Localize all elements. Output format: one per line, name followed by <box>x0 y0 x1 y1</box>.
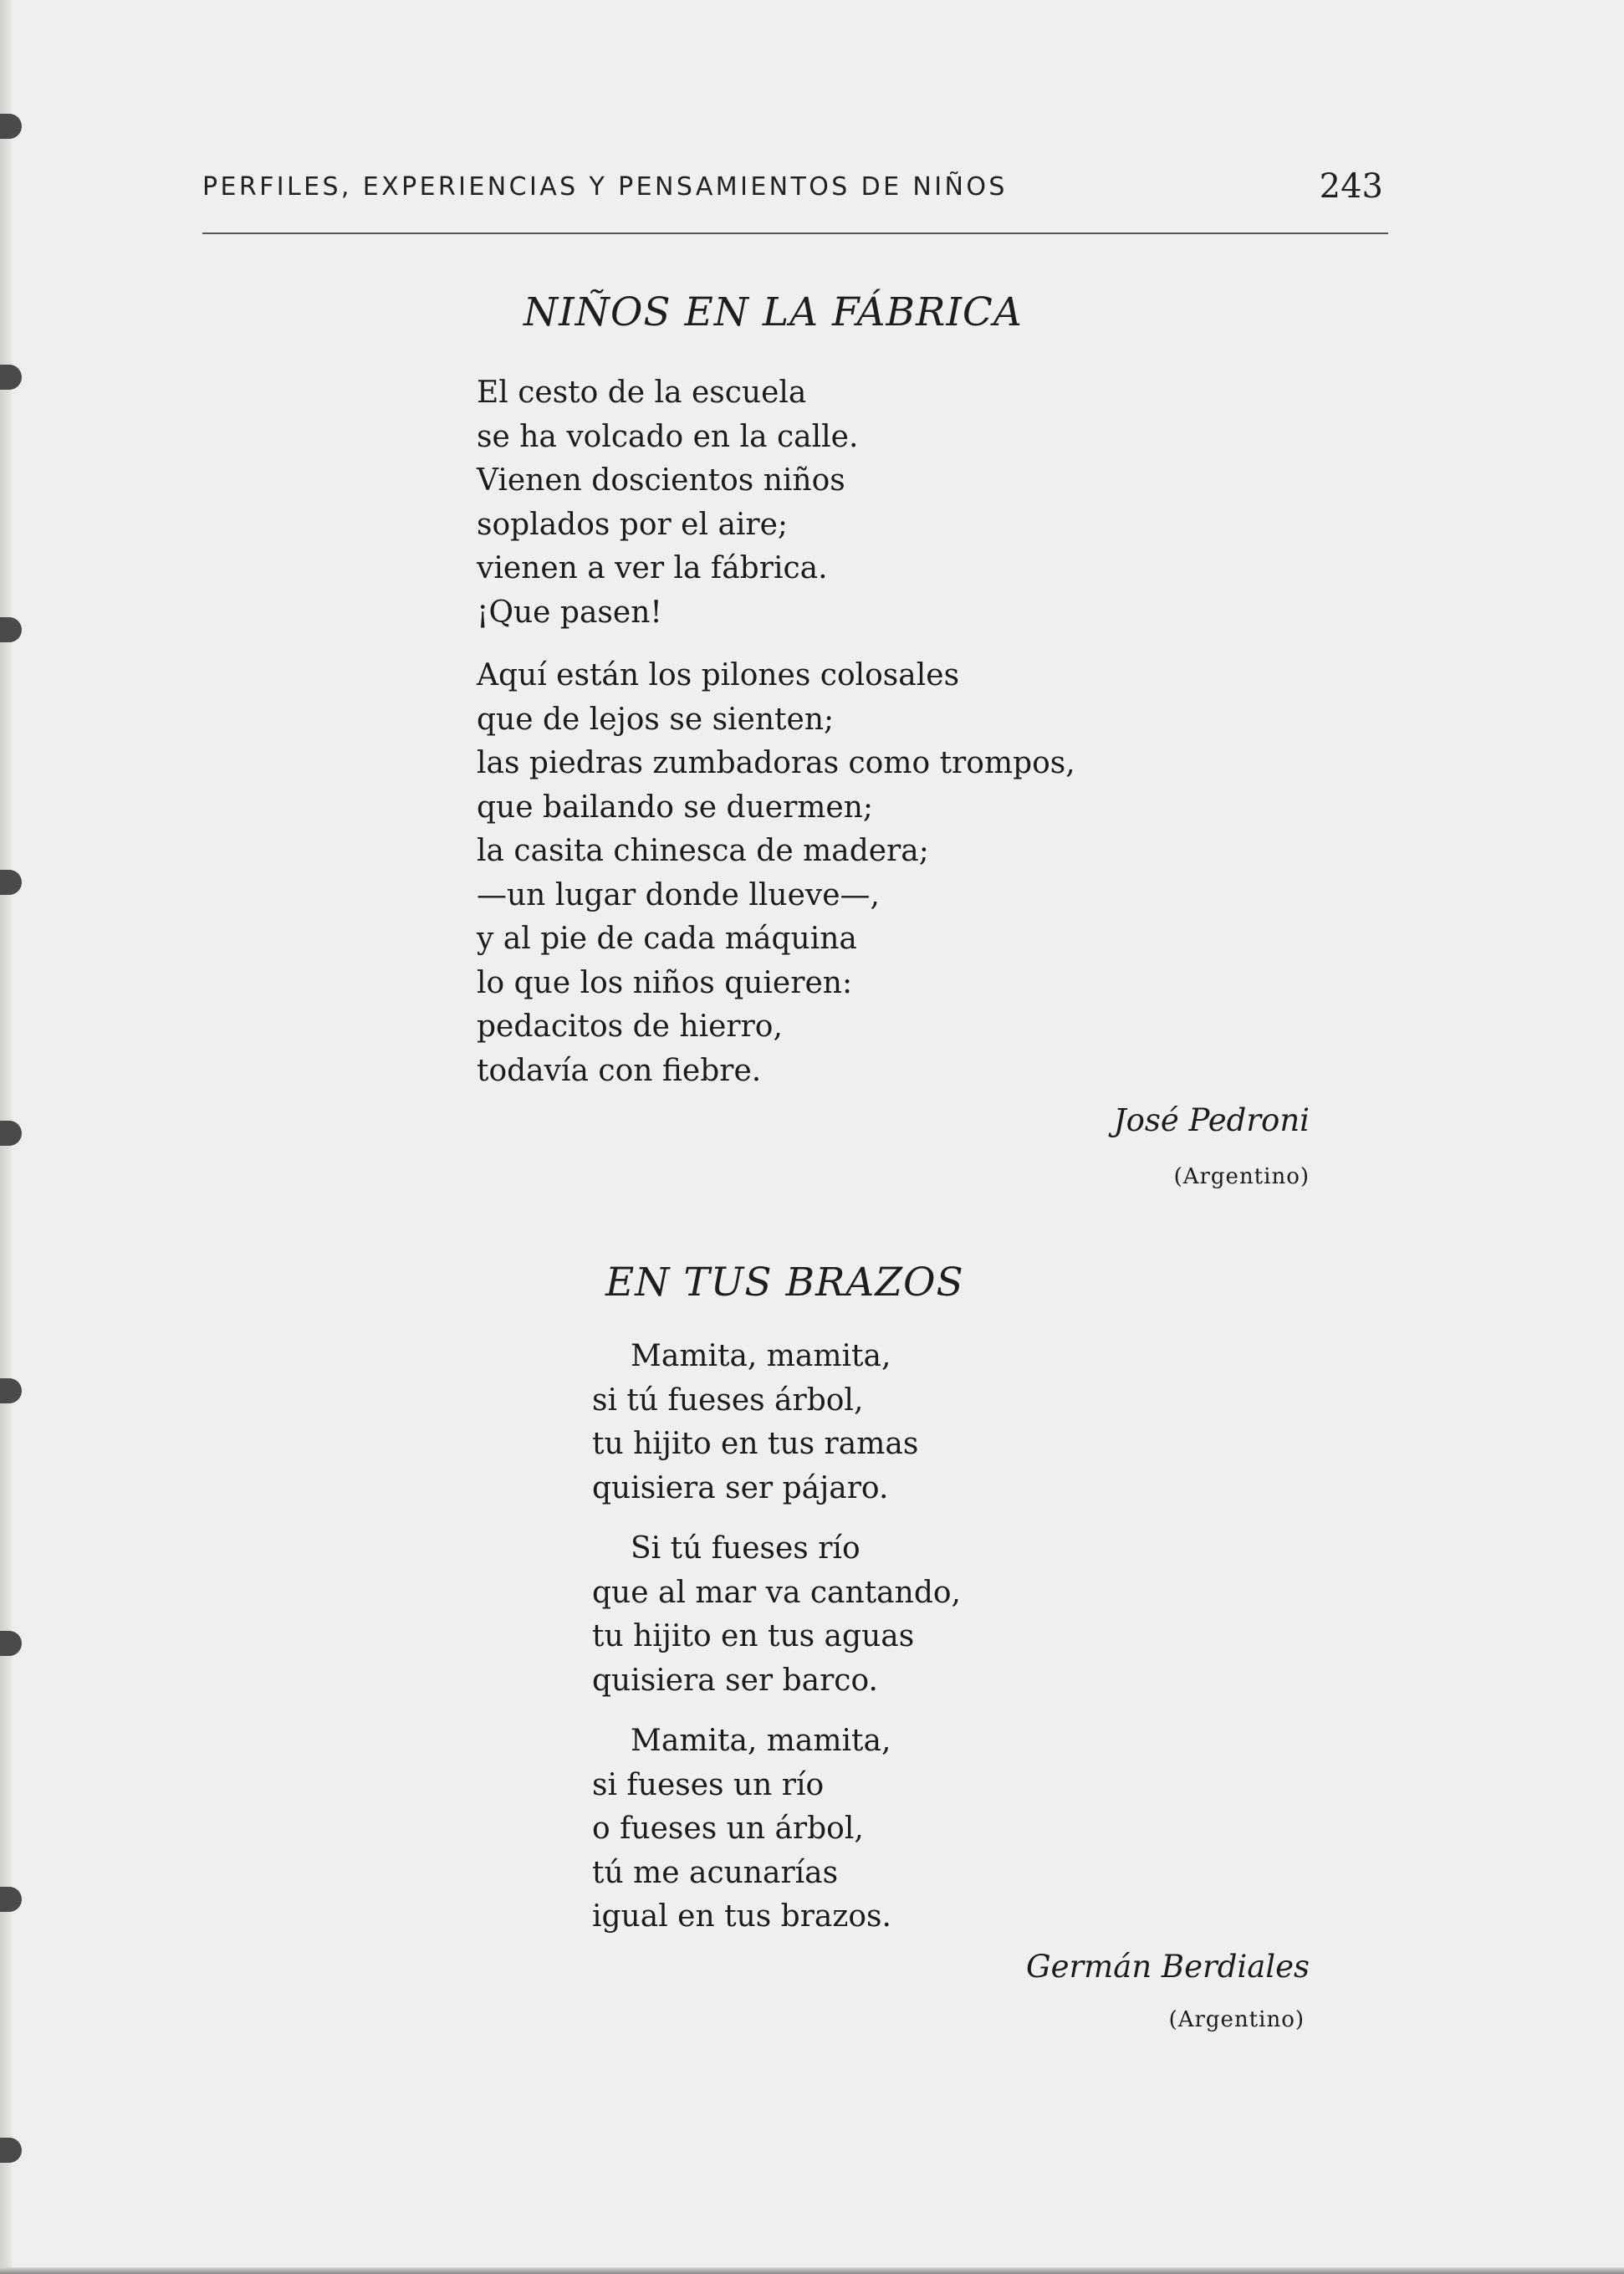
binding-hole <box>0 114 22 139</box>
verse-line: vienen a ver la fábrica. <box>477 551 828 585</box>
header-rule <box>202 233 1388 234</box>
verse-line: o fueses un árbol, <box>592 1812 864 1846</box>
verse-line: que de lejos se sienten; <box>477 702 835 737</box>
binding-hole <box>0 617 22 642</box>
verse-line: —un lugar donde llueve—, <box>477 877 880 912</box>
poem-title: EN TUS BRAZOS <box>605 1260 964 1306</box>
verse-line: quisiera ser pájaro. <box>592 1470 889 1505</box>
verse-line: lo que los niños quieren: <box>477 965 853 1000</box>
verse-line: Si tú fueses río <box>631 1531 861 1566</box>
verse-line: soplados por el aire; <box>477 507 789 542</box>
verse-line: tu hijito en tus aguas <box>592 1619 915 1653</box>
verse-line: Vienen doscientos niños <box>477 463 845 498</box>
author-nationality: (Argentino) <box>1168 2007 1305 2032</box>
verse-line: si fueses un río <box>592 1767 825 1802</box>
stanza <box>592 1527 961 1703</box>
verse-line: Mamita, mamita, <box>631 1724 891 1758</box>
stanza <box>592 1335 918 1510</box>
binding-hole <box>0 365 22 390</box>
poem-author: Germán Berdiales <box>1026 1949 1310 1985</box>
verse-line: tú me acunarías <box>592 1855 839 1890</box>
verse-line: que al mar va cantando, <box>592 1575 961 1610</box>
page-bottom-edge <box>0 2267 1624 2274</box>
binding-hole <box>0 1121 22 1146</box>
verse-line: ¡Que pasen! <box>477 595 662 630</box>
verse-line: que bailando se duermen; <box>477 790 874 825</box>
verse-line: y al pie de cada máquina <box>477 922 857 956</box>
verse-line: la casita chinesca de madera; <box>477 834 929 868</box>
stanza <box>477 654 1075 1093</box>
running-title: PERFILES, EXPERIENCIAS Y PENSAMIENTOS DE NIÑOS <box>202 172 1008 202</box>
binding-hole <box>0 870 22 895</box>
binding-hole <box>0 2138 22 2163</box>
poem-author: José Pedroni <box>1113 1102 1310 1138</box>
verse-line: tu hijito en tus ramas <box>592 1427 919 1461</box>
running-header <box>202 167 1390 217</box>
verse-line: Mamita, mamita, <box>631 1339 891 1373</box>
verse-line: si tú fueses árbol, <box>592 1382 864 1418</box>
verse-line: pedacitos de hierro, <box>477 1009 783 1044</box>
binding-hole <box>0 1887 22 1912</box>
verse-line: las piedras zumbadoras como trompos, <box>477 746 1075 780</box>
binding-hole <box>0 1378 22 1403</box>
verse-line: igual en tus brazos. <box>592 1899 891 1934</box>
verse-line: Aquí están los pilones colosales <box>477 658 960 692</box>
verse-line: quisiera ser barco. <box>592 1663 878 1698</box>
verse-line: El cesto de la escuela <box>477 376 807 410</box>
page-number: 243 <box>1319 167 1383 206</box>
poem-title: NIÑOS EN LA FÁBRICA <box>523 289 1023 335</box>
verse-line: se ha volcado en la calle. <box>477 419 859 454</box>
stanza <box>477 371 858 635</box>
binding-hole <box>0 1631 22 1656</box>
author-nationality: (Argentino) <box>1173 1164 1310 1189</box>
verse-line: todavía con fiebre. <box>477 1053 762 1088</box>
stanza <box>592 1720 891 1939</box>
